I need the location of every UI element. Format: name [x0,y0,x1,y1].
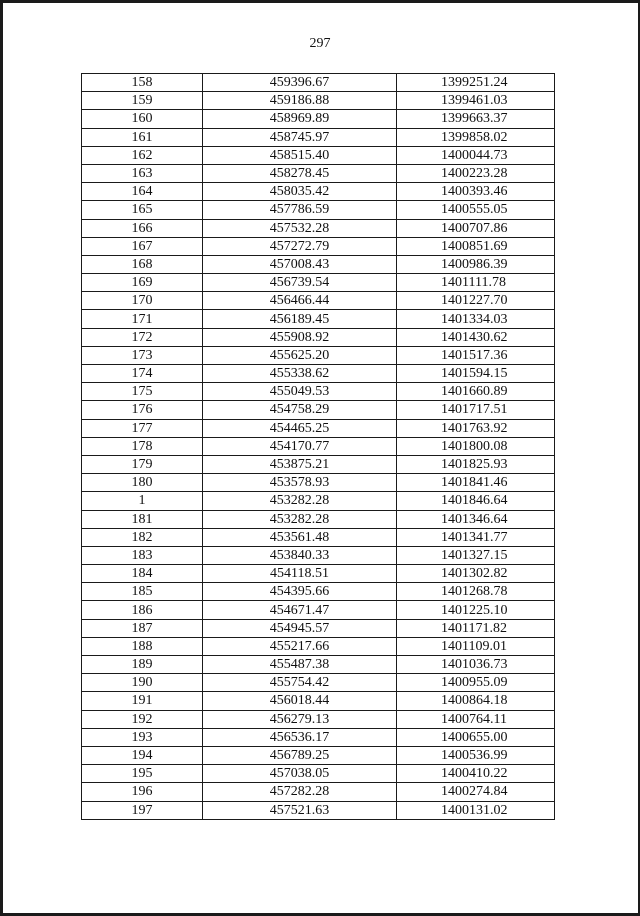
point-id-cell: 168 [82,255,203,273]
point-id-cell: 164 [82,183,203,201]
x-coordinate-cell: 453282.28 [203,492,397,510]
point-id-cell: 159 [82,92,203,110]
x-coordinate-cell: 457038.05 [203,765,397,783]
y-coordinate-cell: 1400851.69 [397,237,555,255]
point-id-cell: 178 [82,437,203,455]
y-coordinate-cell: 1400707.86 [397,219,555,237]
point-id-cell: 169 [82,274,203,292]
y-coordinate-cell: 1400131.02 [397,801,555,819]
y-coordinate-cell: 1400655.00 [397,728,555,746]
table-row [82,146,555,164]
table-row [82,328,555,346]
x-coordinate-cell: 459396.67 [203,74,397,92]
table-row [82,455,555,473]
table-row [82,419,555,437]
point-id-cell: 174 [82,365,203,383]
table-row [82,746,555,764]
x-coordinate-cell: 455338.62 [203,365,397,383]
table-row [82,674,555,692]
table-row [82,510,555,528]
point-id-cell: 181 [82,510,203,528]
point-id-cell: 165 [82,201,203,219]
point-id-cell: 167 [82,237,203,255]
table-row [82,492,555,510]
x-coordinate-cell: 455487.38 [203,656,397,674]
point-id-cell: 161 [82,128,203,146]
table-row [82,528,555,546]
point-id-cell: 195 [82,765,203,783]
point-id-cell: 193 [82,728,203,746]
table-row [82,365,555,383]
x-coordinate-cell: 456739.54 [203,274,397,292]
point-id-cell: 187 [82,619,203,637]
point-id-cell: 162 [82,146,203,164]
x-coordinate-cell: 457786.59 [203,201,397,219]
x-coordinate-cell: 454395.66 [203,583,397,601]
point-id-cell: 175 [82,383,203,401]
x-coordinate-cell: 454945.57 [203,619,397,637]
y-coordinate-cell: 1401846.64 [397,492,555,510]
table-row [82,546,555,564]
y-coordinate-cell: 1401800.08 [397,437,555,455]
table-row [82,728,555,746]
scan-border-top [0,0,640,3]
table-row [82,274,555,292]
point-id-cell: 179 [82,455,203,473]
table-row [82,383,555,401]
y-coordinate-cell: 1400986.39 [397,255,555,273]
y-coordinate-cell: 1400044.73 [397,146,555,164]
table-row [82,565,555,583]
table-row [82,619,555,637]
point-id-cell: 190 [82,674,203,692]
x-coordinate-cell: 457272.79 [203,237,397,255]
table-row [82,474,555,492]
point-id-cell: 160 [82,110,203,128]
x-coordinate-cell: 455908.92 [203,328,397,346]
point-id-cell: 177 [82,419,203,437]
x-coordinate-cell: 454671.47 [203,601,397,619]
point-id-cell: 186 [82,601,203,619]
y-coordinate-cell: 1401171.82 [397,619,555,637]
y-coordinate-cell: 1399251.24 [397,74,555,92]
y-coordinate-cell: 1401341.77 [397,528,555,546]
x-coordinate-cell: 453282.28 [203,510,397,528]
x-coordinate-cell: 453875.21 [203,455,397,473]
x-coordinate-cell: 458035.42 [203,183,397,201]
table-row [82,219,555,237]
y-coordinate-cell: 1400393.46 [397,183,555,201]
x-coordinate-cell: 457282.28 [203,783,397,801]
y-coordinate-cell: 1401660.89 [397,383,555,401]
x-coordinate-cell: 454118.51 [203,565,397,583]
y-coordinate-cell: 1401111.78 [397,274,555,292]
table-row [82,765,555,783]
point-id-cell: 196 [82,783,203,801]
y-coordinate-cell: 1400764.11 [397,710,555,728]
table-row [82,801,555,819]
x-coordinate-cell: 458745.97 [203,128,397,146]
scan-border-left [0,0,3,916]
point-id-cell: 184 [82,565,203,583]
y-coordinate-cell: 1401841.46 [397,474,555,492]
y-coordinate-cell: 1400410.22 [397,765,555,783]
point-id-cell: 188 [82,637,203,655]
y-coordinate-cell: 1401327.15 [397,546,555,564]
x-coordinate-cell: 456018.44 [203,692,397,710]
x-coordinate-cell: 456789.25 [203,746,397,764]
point-id-cell: 1 [82,492,203,510]
x-coordinate-cell: 458278.45 [203,164,397,182]
x-coordinate-cell: 458969.89 [203,110,397,128]
x-coordinate-cell: 455754.42 [203,674,397,692]
y-coordinate-cell: 1400536.99 [397,746,555,764]
y-coordinate-cell: 1401430.62 [397,328,555,346]
x-coordinate-cell: 456279.13 [203,710,397,728]
point-id-cell: 163 [82,164,203,182]
y-coordinate-cell: 1401346.64 [397,510,555,528]
table-row [82,74,555,92]
table-row [82,346,555,364]
table-row [82,601,555,619]
point-id-cell: 176 [82,401,203,419]
point-id-cell: 180 [82,474,203,492]
table-row [82,583,555,601]
x-coordinate-cell: 453561.48 [203,528,397,546]
y-coordinate-cell: 1401334.03 [397,310,555,328]
y-coordinate-cell: 1401763.92 [397,419,555,437]
point-id-cell: 172 [82,328,203,346]
point-id-cell: 182 [82,528,203,546]
table-row [82,437,555,455]
x-coordinate-cell: 459186.88 [203,92,397,110]
table-row [82,637,555,655]
y-coordinate-cell: 1399858.02 [397,128,555,146]
x-coordinate-cell: 456189.45 [203,310,397,328]
table-row [82,401,555,419]
table-row [82,783,555,801]
table-row [82,310,555,328]
point-id-cell: 189 [82,656,203,674]
table-row [82,128,555,146]
point-id-cell: 194 [82,746,203,764]
y-coordinate-cell: 1401517.36 [397,346,555,364]
table-row [82,201,555,219]
table-row [82,110,555,128]
x-coordinate-cell: 454170.77 [203,437,397,455]
point-id-cell: 191 [82,692,203,710]
y-coordinate-cell: 1401825.93 [397,455,555,473]
y-coordinate-cell: 1401227.70 [397,292,555,310]
table-row [82,183,555,201]
x-coordinate-cell: 454758.29 [203,401,397,419]
page-number: 297 [309,36,331,51]
point-id-cell: 170 [82,292,203,310]
y-coordinate-cell: 1400955.09 [397,674,555,692]
x-coordinate-cell: 458515.40 [203,146,397,164]
point-id-cell: 192 [82,710,203,728]
y-coordinate-cell: 1400274.84 [397,783,555,801]
y-coordinate-cell: 1400223.28 [397,164,555,182]
x-coordinate-cell: 455217.66 [203,637,397,655]
point-id-cell: 173 [82,346,203,364]
table-row [82,92,555,110]
x-coordinate-cell: 457521.63 [203,801,397,819]
point-id-cell: 185 [82,583,203,601]
y-coordinate-cell: 1400864.18 [397,692,555,710]
x-coordinate-cell: 457008.43 [203,255,397,273]
coordinate-table-body [82,74,555,820]
x-coordinate-cell: 453578.93 [203,474,397,492]
x-coordinate-cell: 454465.25 [203,419,397,437]
coordinate-table [81,73,555,820]
table-row [82,692,555,710]
table-row [82,656,555,674]
x-coordinate-cell: 455049.53 [203,383,397,401]
y-coordinate-cell: 1401717.51 [397,401,555,419]
table-row [82,292,555,310]
point-id-cell: 158 [82,74,203,92]
x-coordinate-cell: 456536.17 [203,728,397,746]
x-coordinate-cell: 457532.28 [203,219,397,237]
y-coordinate-cell: 1401302.82 [397,565,555,583]
table-row [82,255,555,273]
y-coordinate-cell: 1401268.78 [397,583,555,601]
table-row [82,164,555,182]
x-coordinate-cell: 453840.33 [203,546,397,564]
y-coordinate-cell: 1399663.37 [397,110,555,128]
point-id-cell: 171 [82,310,203,328]
y-coordinate-cell: 1399461.03 [397,92,555,110]
y-coordinate-cell: 1400555.05 [397,201,555,219]
x-coordinate-cell: 456466.44 [203,292,397,310]
point-id-cell: 183 [82,546,203,564]
y-coordinate-cell: 1401036.73 [397,656,555,674]
point-id-cell: 166 [82,219,203,237]
table-row [82,710,555,728]
x-coordinate-cell: 455625.20 [203,346,397,364]
point-id-cell: 197 [82,801,203,819]
y-coordinate-cell: 1401109.01 [397,637,555,655]
y-coordinate-cell: 1401225.10 [397,601,555,619]
table-row [82,237,555,255]
y-coordinate-cell: 1401594.15 [397,365,555,383]
